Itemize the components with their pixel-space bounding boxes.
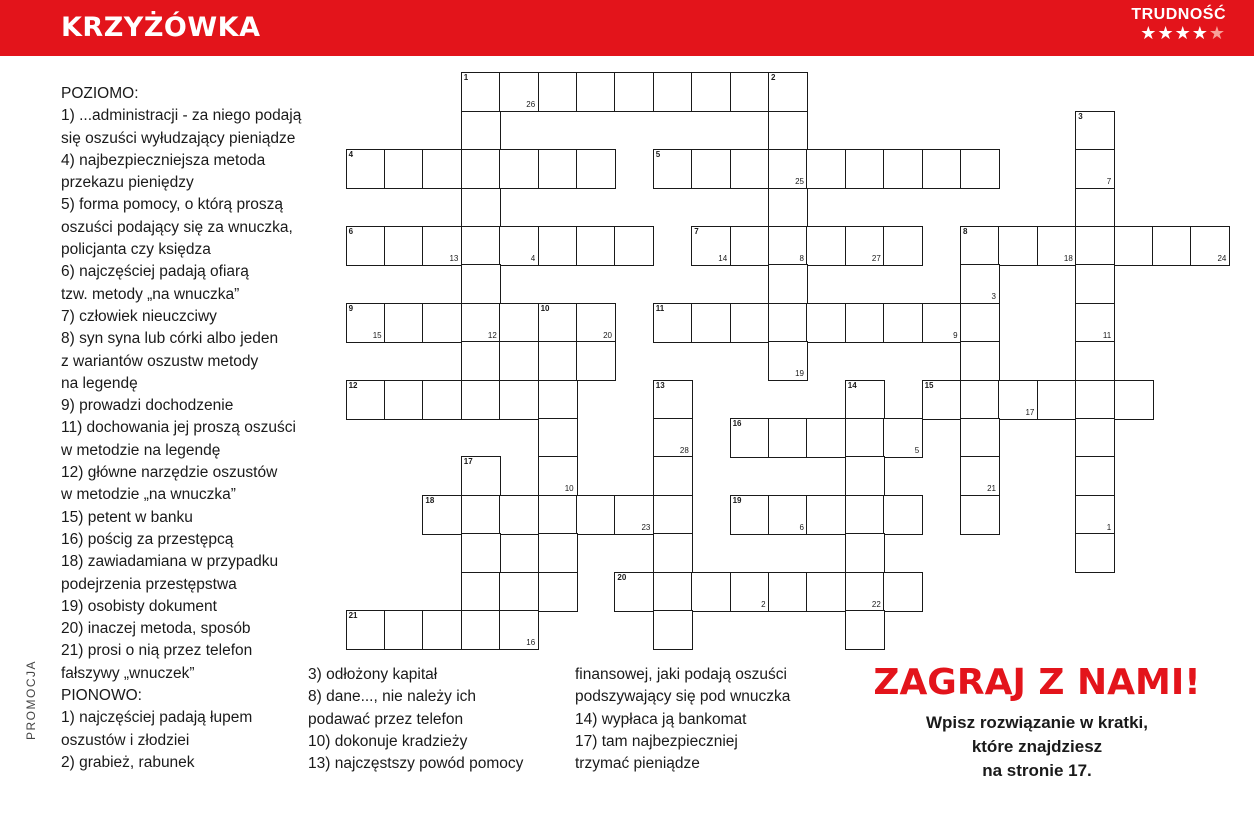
solution-letter-index: 2: [761, 599, 766, 609]
grid-cell[interactable]: [768, 495, 808, 535]
grid-cell[interactable]: [806, 303, 846, 343]
instruction-line: na stronie 17.: [982, 761, 1092, 780]
grid-cell[interactable]: [845, 380, 885, 420]
grid-cell[interactable]: [730, 72, 770, 112]
clue-number: 15: [924, 380, 934, 390]
grid-cell[interactable]: [384, 380, 424, 420]
solution-letter-index: 19: [795, 369, 804, 379]
solution-letter-index: 1: [1106, 522, 1112, 532]
grid-cell[interactable]: [576, 341, 616, 381]
grid-cell[interactable]: [499, 72, 539, 112]
grid-cell[interactable]: [461, 226, 501, 266]
grid-cell[interactable]: [1075, 111, 1115, 151]
grid-cell[interactable]: [653, 610, 693, 650]
grid-cell[interactable]: [538, 533, 578, 573]
grid-cell[interactable]: [653, 303, 693, 343]
grid-cell[interactable]: [576, 495, 616, 535]
grid-cell[interactable]: [461, 149, 501, 189]
grid-cell[interactable]: [461, 111, 501, 151]
grid-cell[interactable]: [845, 418, 885, 458]
grid-cell[interactable]: [768, 149, 808, 189]
clue-line: oszustów i złodziei: [61, 731, 190, 749]
grid-cell[interactable]: [1037, 380, 1077, 420]
grid-cell[interactable]: [883, 149, 923, 189]
grid-cell[interactable]: [499, 610, 539, 650]
grid-cell[interactable]: [384, 303, 424, 343]
clue-number: 1: [463, 73, 469, 83]
grid-cell[interactable]: [653, 495, 693, 535]
grid-cell[interactable]: [806, 495, 846, 535]
clue-line: 9) prowadzi dochodzenie: [61, 397, 234, 415]
clue-line: z wariantów oszustw metody: [61, 352, 259, 370]
grid-cell[interactable]: [422, 610, 462, 650]
grid-cell[interactable]: [499, 303, 539, 343]
grid-cell[interactable]: [461, 72, 501, 112]
grid-cell[interactable]: [730, 418, 770, 458]
clue-line: fałszywy „wnuczek”: [61, 664, 195, 682]
clue-line: 6) najczęściej padają ofiarą: [61, 263, 249, 281]
clue-line: trzymać pieniądze: [575, 755, 700, 773]
grid-cell[interactable]: [883, 303, 923, 343]
grid-cell[interactable]: [883, 418, 923, 458]
grid-cell[interactable]: [960, 303, 1000, 343]
grid-cell[interactable]: [845, 456, 885, 496]
grid-cell[interactable]: [768, 72, 808, 112]
grid-cell[interactable]: [806, 226, 846, 266]
solution-letter-index: 3: [991, 292, 996, 302]
grid-cell[interactable]: [768, 111, 808, 151]
instruction-line: Wpisz rozwiązanie w kratki,: [925, 713, 1148, 732]
grid-cell[interactable]: [422, 149, 462, 189]
grid-cell[interactable]: [499, 341, 539, 381]
grid-cell[interactable]: [730, 226, 770, 266]
clue-line: 8) dane..., nie należy ich: [308, 688, 477, 706]
grid-cell[interactable]: [346, 226, 386, 266]
solution-letter-index: 6: [799, 522, 804, 532]
clue-line: 12) główne narzędzie oszustów: [61, 464, 278, 482]
clue-line: na legendę: [61, 374, 138, 392]
clue-line: 17) tam najbezpieczniej: [575, 732, 738, 750]
grid-cell[interactable]: [538, 456, 578, 496]
clue-number: 8: [963, 227, 968, 236]
grid-cell[interactable]: [730, 303, 770, 343]
clue-line: tzw. metody „na wnuczka”: [61, 285, 240, 303]
clue-number: 19: [732, 495, 742, 505]
clue-line: w metodzie na legendę: [61, 441, 221, 459]
grid-cell[interactable]: [653, 380, 693, 420]
solution-letter-index: 15: [372, 330, 382, 340]
grid-cell[interactable]: [461, 188, 501, 228]
solution-letter-index: 13: [449, 254, 459, 263]
grid-cell[interactable]: [499, 149, 539, 189]
grid-cell[interactable]: [1075, 341, 1115, 381]
grid-cell[interactable]: [998, 226, 1038, 266]
clue-line: 3) odłożony kapitał: [308, 666, 438, 683]
grid-cell[interactable]: [653, 456, 693, 496]
clue-line: 10) dokonuje kradzieży: [308, 732, 468, 750]
grid-cell[interactable]: [922, 380, 962, 420]
clue-line: 1) ...administracji - za niego podają: [61, 107, 302, 125]
grid-cell[interactable]: [1190, 226, 1230, 266]
difficulty-label: TRUDNOŚĆ: [1131, 6, 1226, 23]
grid-cell[interactable]: [1075, 533, 1115, 573]
grid-cell[interactable]: [768, 418, 808, 458]
clue-line: oszuści podający się za wnuczka,: [61, 218, 293, 236]
grid-cell[interactable]: [806, 418, 846, 458]
solution-letter-index: 10: [564, 484, 574, 494]
grid-cell[interactable]: [461, 341, 501, 381]
grid-cell[interactable]: [806, 149, 846, 189]
clue-number: 20: [617, 572, 627, 582]
grid-cell[interactable]: [1075, 303, 1115, 343]
solution-letter-index: 23: [641, 522, 651, 532]
grid-cell[interactable]: [883, 572, 923, 612]
grid-cell[interactable]: [576, 226, 616, 266]
grid-cell[interactable]: [461, 572, 501, 612]
solution-letter-index: 4: [530, 254, 536, 263]
solution-letter-index: 11: [1102, 330, 1112, 340]
grid-cell[interactable]: [691, 303, 731, 343]
grid-cell[interactable]: [384, 226, 424, 266]
grid-cell[interactable]: [538, 572, 578, 612]
grid-cell[interactable]: [653, 572, 693, 612]
clue-line: podawać przez telefon: [308, 710, 464, 728]
grid-cell[interactable]: [960, 149, 1000, 189]
clue-number: 5: [655, 150, 661, 160]
star-filled-icon: ★: [1191, 23, 1209, 43]
grid-cell[interactable]: [960, 418, 1000, 458]
solution-letter-index: 27: [871, 254, 881, 263]
grid-cell[interactable]: [653, 418, 693, 458]
grid-cell[interactable]: [960, 226, 1000, 266]
clue-line: 2) grabież, rabunek: [61, 753, 195, 771]
solution-letter-index: 12: [487, 330, 497, 340]
grid-cell[interactable]: [614, 226, 654, 266]
grid-cell[interactable]: [461, 303, 501, 343]
clue-line: finansowej, jaki podają oszuści: [575, 666, 787, 683]
clue-line: 19) osobisty dokument: [61, 597, 217, 615]
clue-number: 9: [348, 303, 354, 313]
grid-cell[interactable]: [1152, 226, 1192, 266]
grid-cell[interactable]: [1075, 380, 1115, 420]
clue-line: 7) człowiek nieuczciwy: [61, 307, 217, 325]
grid-cell[interactable]: [461, 380, 501, 420]
grid-cell[interactable]: [691, 226, 731, 266]
solution-letter-index: 14: [718, 254, 728, 263]
clue-line: 16) pościg za przestępcą: [61, 530, 234, 548]
grid-cell[interactable]: [845, 149, 885, 189]
grid-cell[interactable]: [384, 610, 424, 650]
grid-cell[interactable]: [538, 341, 578, 381]
clue-number: 6: [348, 227, 354, 236]
clue-line: 4) najbezpieczniejsza metoda: [61, 151, 266, 169]
star-filled-icon: ★: [1174, 23, 1192, 43]
grid-cell[interactable]: [730, 149, 770, 189]
grid-cell[interactable]: [1075, 456, 1115, 496]
solution-letter-index: 22: [871, 599, 881, 609]
grid-cell[interactable]: [1075, 226, 1115, 266]
solution-letter-index: 5: [914, 446, 920, 455]
clue-number: 14: [847, 380, 857, 390]
solution-letter-index: 18: [1063, 254, 1073, 263]
grid-cell[interactable]: [845, 303, 885, 343]
grid-cell[interactable]: [768, 303, 808, 343]
page-title: KRZYŻÓWKA: [61, 12, 261, 43]
grid-cell[interactable]: [768, 226, 808, 266]
grid-cell[interactable]: [768, 341, 808, 381]
grid-cell[interactable]: [1075, 188, 1115, 228]
clue-line: 8) syn syna lub córki albo jeden: [61, 330, 279, 348]
grid-cell[interactable]: [1114, 226, 1154, 266]
solution-letter-index: 8: [799, 254, 804, 263]
grid-cell[interactable]: [576, 149, 616, 189]
grid-cell[interactable]: [998, 380, 1038, 420]
grid-cell[interactable]: [1075, 149, 1115, 189]
grid-cell[interactable]: [922, 303, 962, 343]
grid-cell[interactable]: [614, 72, 654, 112]
star-filled-icon: ★: [1140, 23, 1158, 43]
grid-cell[interactable]: [883, 226, 923, 266]
clue-number: 18: [425, 495, 435, 505]
clue-line: 1) najczęściej padają łupem: [61, 709, 253, 727]
grid-cell[interactable]: [1075, 495, 1115, 535]
clue-line: 13) najczęstszy powód pomocy: [308, 755, 524, 773]
clue-number: 7: [694, 227, 699, 236]
grid-cell[interactable]: [422, 303, 462, 343]
grid-cell[interactable]: [960, 380, 1000, 420]
grid-cell[interactable]: [730, 572, 770, 612]
grid-cell[interactable]: [768, 572, 808, 612]
grid-cell[interactable]: [691, 149, 731, 189]
grid-cell[interactable]: [960, 264, 1000, 304]
clue-number: 10: [540, 303, 550, 313]
grid-cell[interactable]: [538, 418, 578, 458]
solution-letter-index: 21: [987, 484, 996, 494]
clue-line: w metodzie „na wnuczka”: [61, 486, 236, 504]
grid-cell[interactable]: [845, 495, 885, 535]
grid-cell[interactable]: [346, 149, 386, 189]
grid-cell[interactable]: [653, 72, 693, 112]
grid-cell[interactable]: [730, 495, 770, 535]
grid-cell[interactable]: [422, 495, 462, 535]
clue-line: 20) inaczej metoda, sposób: [61, 620, 251, 638]
grid-cell[interactable]: [960, 456, 1000, 496]
grid-cell[interactable]: [691, 572, 731, 612]
grid-cell[interactable]: [614, 572, 654, 612]
grid-cell[interactable]: [461, 264, 501, 304]
grid-cell[interactable]: [883, 495, 923, 535]
clue-line: się oszuści wyłudzający pieniądze: [61, 129, 296, 147]
grid-cell[interactable]: [691, 72, 731, 112]
clue-line: policjanta czy księdza: [61, 241, 211, 259]
grid-cell[interactable]: [768, 264, 808, 304]
clue-number: 17: [463, 457, 473, 467]
clue-number: 12: [348, 380, 358, 390]
grid-cell[interactable]: [1075, 418, 1115, 458]
grid-cell[interactable]: [346, 610, 386, 650]
clue-line: POZIOMO:: [61, 85, 139, 102]
grid-cell[interactable]: [461, 610, 501, 650]
grid-cell[interactable]: [845, 226, 885, 266]
grid-cell[interactable]: [538, 380, 578, 420]
solution-letter-index: 16: [526, 638, 536, 647]
instruction-line: które znajdziesz: [971, 737, 1103, 756]
clue-number: 13: [655, 380, 665, 390]
clue-line: podszywający się pod wnuczka: [575, 688, 791, 706]
solution-letter-index: 7: [1106, 177, 1112, 187]
grid-cell[interactable]: [1075, 264, 1115, 304]
clue-line: przekazu pieniędzy: [61, 174, 194, 192]
call-to-action-headline: ZAGRAJ Z NAMI!: [873, 662, 1201, 703]
grid-cell[interactable]: [653, 149, 693, 189]
clue-line: 14) wypłaca ją bankomat: [575, 710, 747, 728]
grid-cell[interactable]: [422, 380, 462, 420]
clue-number: 21: [348, 611, 358, 620]
solution-letter-index: 25: [795, 177, 804, 187]
grid-cell[interactable]: [614, 495, 654, 535]
grid-cell[interactable]: [922, 149, 962, 189]
grid-cell[interactable]: [499, 495, 539, 535]
grid-cell[interactable]: [461, 495, 501, 535]
solution-letter-index: 20: [603, 330, 612, 340]
grid-cell[interactable]: [499, 380, 539, 420]
grid-cell[interactable]: [576, 72, 616, 112]
grid-cell[interactable]: [576, 303, 616, 343]
grid-cell[interactable]: [1114, 380, 1154, 420]
clue-number: 3: [1078, 111, 1083, 121]
solution-letter-index: 26: [526, 100, 536, 110]
grid-cell[interactable]: [422, 226, 462, 266]
grid-cell[interactable]: [346, 380, 386, 420]
promo-label: PROMOCJA: [24, 659, 38, 740]
star-filled-icon: ★: [1157, 23, 1175, 43]
grid-cell[interactable]: [538, 303, 578, 343]
clue-number: 2: [771, 73, 776, 83]
grid-cell[interactable]: [499, 226, 539, 266]
grid-cell[interactable]: [538, 72, 578, 112]
clue-number: 11: [655, 303, 665, 313]
clue-line: 18) zawiadamiana w przypadku: [61, 553, 279, 571]
grid-cell[interactable]: [461, 456, 501, 496]
clue-number: 16: [732, 419, 742, 428]
grid-cell[interactable]: [768, 188, 808, 228]
grid-cell[interactable]: [499, 572, 539, 612]
grid-cell[interactable]: [960, 495, 1000, 535]
grid-cell[interactable]: [346, 303, 386, 343]
solution-letter-index: 28: [679, 446, 689, 455]
solution-letter-index: 9: [953, 330, 958, 340]
grid-cell[interactable]: [538, 495, 578, 535]
grid-cell[interactable]: [384, 149, 424, 189]
grid-cell[interactable]: [538, 149, 578, 189]
grid-cell[interactable]: [1037, 226, 1077, 266]
grid-cell[interactable]: [806, 572, 846, 612]
grid-cell[interactable]: [653, 533, 693, 573]
grid-cell[interactable]: [538, 226, 578, 266]
clue-line: 11) dochowania jej proszą oszuści: [61, 419, 296, 437]
clue-line: PIONOWO:: [61, 687, 142, 705]
star-empty-icon: ★: [1208, 23, 1226, 43]
clue-line: 15) petent w banku: [61, 508, 193, 526]
solution-letter-index: 24: [1217, 254, 1227, 263]
clue-line: 5) forma pomocy, o którą proszą: [61, 196, 283, 214]
grid-cell[interactable]: [845, 533, 885, 573]
grid-cell[interactable]: [845, 610, 885, 650]
solution-letter-index: 17: [1025, 407, 1035, 417]
clue-line: podejrzenia przestępstwa: [61, 575, 237, 593]
grid-cell[interactable]: [845, 572, 885, 612]
clue-line: 21) prosi o nią przez telefon: [61, 642, 253, 660]
grid-cell[interactable]: [960, 341, 1000, 381]
clue-number: 4: [348, 150, 354, 160]
grid-cell[interactable]: [461, 533, 501, 573]
